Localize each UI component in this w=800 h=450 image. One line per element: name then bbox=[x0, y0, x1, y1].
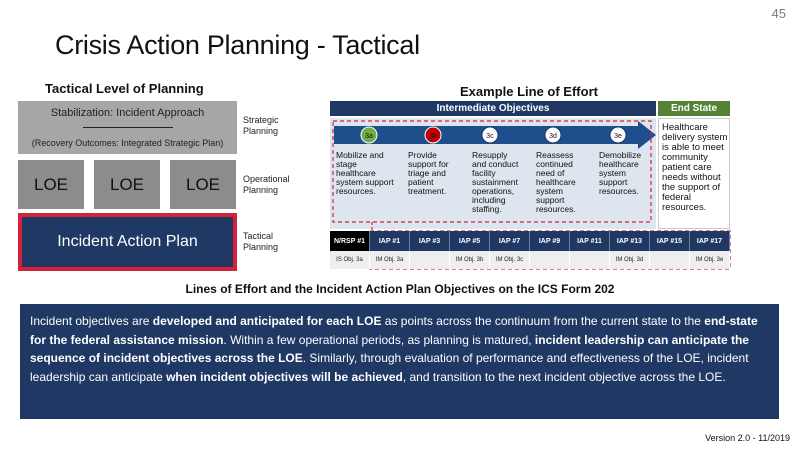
objective-cell bbox=[650, 251, 690, 269]
iap-cell: IAP #15 bbox=[650, 231, 690, 251]
explanation-box: Incident objectives are developed and anticipated for each LOE as points across the continuum from the current state to the end-state for the federal assistance mission. Within a few operational periods, as planning is matured, incident leadership can anticipate the sequence of incident objectives across the LOE. Similarly, through evaluation of performance and effectiveness of the LOE, incident leadership can anticipate when incident objectives will be achieved, and transition to the next incident objective across the LOE. bbox=[20, 304, 779, 419]
node-3c-text: Resupply and conduct facility sustainment operations, including staffing. bbox=[472, 150, 519, 214]
tactical-level-heading: Tactical Level of Planning bbox=[45, 81, 204, 96]
node-3b-label: 3b bbox=[429, 133, 437, 140]
objective-cell: IM Obj. 3d bbox=[610, 251, 650, 269]
iap-cell: N/RSP #1 bbox=[330, 231, 370, 251]
incident-action-plan-box: Incident Action Plan bbox=[18, 213, 237, 271]
operational-planning-label: Operational Planning bbox=[243, 174, 290, 195]
end-state-header: End State bbox=[658, 101, 730, 116]
strategic-line-2: (Recovery Outcomes: Integrated Strategic Plan) bbox=[31, 138, 224, 148]
objective-cell: IM Obj. 3e bbox=[690, 251, 730, 269]
version-label: Version 2.0 - 11/2019 bbox=[705, 433, 790, 443]
objective-cell: IM Obj. 3a bbox=[370, 251, 410, 269]
node-3a-label: 3a bbox=[365, 133, 373, 140]
loe-box-3: LOE bbox=[170, 160, 236, 209]
iap-cell: IAP #1 bbox=[370, 231, 410, 251]
node-3a-text: Mobilize and stage healthcare system support resources. bbox=[336, 150, 394, 196]
iap-cell: IAP #17 bbox=[690, 231, 730, 251]
example-loe-heading: Example Line of Effort bbox=[460, 84, 598, 99]
end-state-text: Healthcare delivery system is able to meet community patient care needs without the support of federal resources. bbox=[662, 122, 728, 213]
objective-cell bbox=[410, 251, 450, 269]
iap-cell: IAP #11 bbox=[570, 231, 610, 251]
objective-cell bbox=[570, 251, 610, 269]
objective-cell: IM Obj. 3c bbox=[490, 251, 530, 269]
iap-timeline-row bbox=[330, 231, 730, 251]
node-3d-label: 3d bbox=[549, 133, 557, 140]
iap-cell: IAP #3 bbox=[410, 231, 450, 251]
strategic-line-1: Stabilization: Incident Approach bbox=[50, 107, 205, 119]
strategic-planning-label: Strategic Planning bbox=[243, 115, 279, 136]
node-3e-label: 3e bbox=[614, 133, 622, 140]
figure-caption: Lines of Effort and the Incident Action Plan Objectives on the ICS Form 202 bbox=[185, 282, 615, 296]
objective-cell: IM Obj. 3b bbox=[450, 251, 490, 269]
iap-cell: IAP #13 bbox=[610, 231, 650, 251]
tactical-planning-label: Tactical Planning bbox=[243, 231, 279, 252]
loe-box-2: LOE bbox=[94, 160, 160, 209]
page-number: 45 bbox=[771, 6, 786, 21]
intermediate-objectives-header: Intermediate Objectives bbox=[330, 101, 656, 116]
iap-cell: IAP #7 bbox=[490, 231, 530, 251]
objective-cell: IS Obj. 3a bbox=[330, 251, 370, 269]
page-title: Crisis Action Planning - Tactical bbox=[55, 30, 420, 60]
objective-cell bbox=[530, 251, 570, 269]
node-3b-text: Provide support for triage and patient treatment. bbox=[408, 150, 449, 196]
objective-row bbox=[330, 251, 730, 269]
iap-cell: IAP #5 bbox=[450, 231, 490, 251]
iap-cell: IAP #9 bbox=[530, 231, 570, 251]
node-3d-text: Reassess continued need of healthcare system support resources. bbox=[536, 150, 576, 214]
loe-box-1: LOE bbox=[18, 160, 84, 209]
node-3c-label: 3c bbox=[486, 133, 494, 140]
node-3e-text: Demobilize healthcare system support resources. bbox=[599, 150, 642, 196]
